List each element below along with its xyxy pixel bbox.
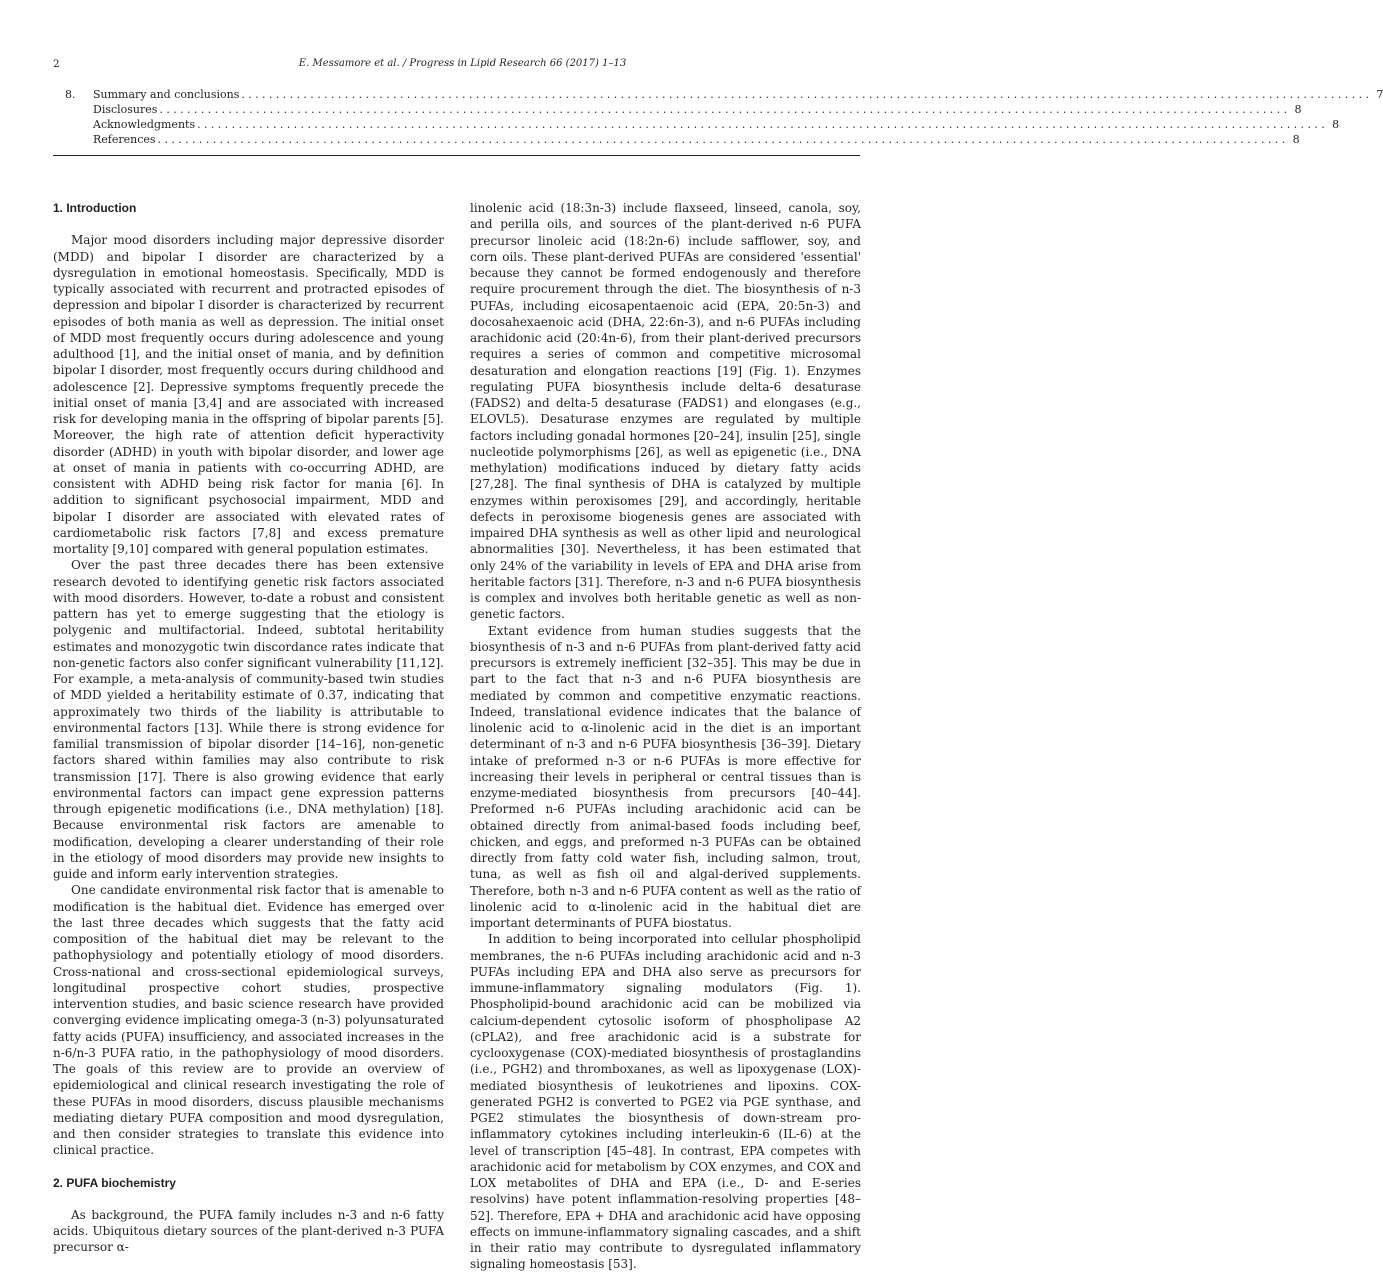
toc-entry[interactable]: [53, 88, 1383, 103]
page-number: 2: [53, 58, 60, 70]
paragraph: Extant evidence from human studies suggests that the biosynthesis of n-3 and n-6 PUFAs from plant-derived fatty acid precursors is extremely inefficient [32–35]. This may be due in part to the fact that n-3 and n-6 PUFA biosynthesis are mediated by common and competitive enzymatic reactions. Indeed, translational evidence indicates that the balance of linolenic acid to α-linolenic acid in the diet is an important determinant of n-3 and n-6 PUFA biosynthesis [36–39]. Dietary intake of preformed n-3 or n-6 PUFAs is more effective for increasing their levels in peripheral or central tissues than is enzyme-mediated biosynthesis from precursors [40–44]. Preformed n-6 PUFAs including arachidonic acid can be obtained directly from animal-based foods including beef, chicken, and eggs, and preformed n-3 PUFAs can be obtained directly from fatty cold water fish, including salmon, trout, tuna, as well as fish oil and algal-derived supplements. Therefore, both n-3 and n-6 PUFA content as well as the ratio of linolenic acid to α-linolenic acid in the habitual diet are important determinants of PUFA biostatus.: [470, 623, 861, 930]
toc-entry-page: 7: [1376, 88, 1383, 101]
table-of-contents: [53, 88, 1383, 148]
paragraph: One candidate environmental risk factor that is amenable to modification is the habitual diet. Evidence has emerged over the last three decades which suggests that the fatty acid composition of the habitual diet may be relevant to the pathophysiology and potentially etiology of mood disorders. Cross-national and cross-sectional epidemiological surveys, longitudinal prospective cohort studies, prospective intervention studies, and basic science research have provided converging evidence implicating omega-3 (n-3) polyunsaturated fatty acids (PUFA) insufficiency, and associated increases in the n-6/n-3 PUFA ratio, in the pathophysiology of mood disorders. The goals of this review are to provide an overview of epidemiological and clinical research investigating the role of these PUFAs in mood disorders, discuss plausible mechanisms mediating dietary PUFA composition and mood dysregulation, and then consider strategies to translate this evidence into clinical practice.: [53, 883, 444, 1158]
paragraph: Over the past three decades there has been extensive research devoted to identifying genetic risk factors associated with mood disorders. However, to-date a robust and consistent pattern has yet to emerge suggesting that the etiology is polygenic and multifactorial. Indeed, subtotal heritability estimates and monozygotic twin discordance rates indicate that non-genetic factors also confer significant vulnerability [11,12]. For example, a meta-analysis of community-based twin studies of MDD yielded a heritability estimate of 0.37, indicating that approximately two thirds of the liability is attributable to environmental factors [13]. While there is strong evidence for familial transmission of bipolar disorder [14–16], non-genetic factors shared within families may also contribute to risk transmission [17]. There is also growing evidence that early environmental factors can impact gene expression patterns through epigenetic modifications (i.e., DNA methylation) [18]. Because environmental risk factors are amenable to modification, developing a clearer understanding of their role in the etiology of mood disorders may provide new insights to guide and inform early intervention strategies.: [53, 558, 444, 881]
toc-entry[interactable]: [53, 133, 1300, 148]
toc-leader-dots: ....................................................................................................................................................................: [159, 103, 1291, 116]
toc-entry[interactable]: [53, 103, 1302, 118]
section-heading-introduction: 1. Introduction: [53, 201, 137, 215]
toc-entry-number: 8.: [65, 88, 76, 101]
toc-entry-page: 8: [1294, 103, 1302, 116]
left-column: [53, 200, 444, 1256]
running-head: E. Messamore et al. / Progress in Lipid Research 66 (2017) 1–13: [298, 58, 627, 69]
paragraph: In addition to being incorporated into cellular phospholipid membranes, the n-6 PUFAs including arachidonic acid and n-3 PUFAs including EPA and DHA also serve as precursors for immune-inflammatory signaling modulators (Fig. 1). Phospholipid-bound arachidonic acid can be mobilized via calcium-dependent cytosolic isoform of phospholipase A2 (cPLA2), and free arachidonic acid is a substrate for cyclooxygenase (COX)-mediated biosynthesis of prostaglandins (i.e., PGH2) and thromboxanes, as well as lipoxygenase (LOX)-mediated biosynthesis of leukotrienes and lipoxins. COX-generated PGH2 is converted to PGE2 via PGE synthase, and PGE2 stimulates the biosynthesis of down-stream pro-inflammatory cytokines including interleukin-6 (IL-6) at the level of transcription [45–48]. In contrast, EPA competes with arachidonic acid for metabolism by COX enzymes, and COX and LOX metabolites of DHA and EPA (i.e., D- and E-series resolvins) have potent inflammation-resolving properties [48–52]. Therefore, EPA + DHA and arachidonic acid have opposing effects on immune-inflammatory signaling cascades, and a shift in their ratio may contribute to dysregulated inflammatory signaling homeostasis [53].: [470, 932, 861, 1272]
toc-leader-dots: ....................................................................................................................................................................: [197, 118, 1329, 131]
paragraph: As background, the PUFA family includes n-3 and n-6 fatty acids. Ubiquitous dietary sources of the plant-derived n-3 PUFA precursor α-: [53, 1207, 444, 1255]
section-heading-pufa-biochemistry: 2. PUFA biochemistry: [53, 1175, 176, 1190]
toc-leader-dots: ....................................................................................................................................................................: [241, 88, 1373, 101]
toc-entry-page: 8: [1332, 118, 1340, 131]
toc-divider: [53, 155, 860, 156]
toc-leader-dots: ....................................................................................................................................................................: [157, 133, 1289, 146]
paragraph: Major mood disorders including major depressive disorder (MDD) and bipolar I disorder are characterized by a dysregulation in emotional homeostasis. Specifically, MDD is typically associated with recurrent and protracted episodes of depression and bipolar I disorder is characterized by recurrent episodes of both mania as well as depression. The initial onset of MDD most frequently occurs during adolescence and young adulthood [1], and the initial onset of mania, and by definition bipolar I disorder, most frequently occurs during childhood and adolescence [2]. Depressive symptoms frequently precede the initial onset of mania [3,4] and are associated with increased risk for developing mania in the offspring of bipolar parents [5]. Moreover, the high rate of attention deficit hyperactivity disorder (ADHD) in youth with bipolar disorder, and lower age at onset of mania in patients with co-occurring ADHD, are consistent with ADHD being risk factor for mania [6]. In addition to significant psychosocial impairment, MDD and bipolar I disorder are associated with elevated rates of cardiometabolic risk factors [7,8] and excess premature mortality [9,10] compared with general population estimates.: [53, 233, 444, 556]
toc-entry[interactable]: [53, 118, 1340, 133]
toc-entry-label: Disclosures: [93, 103, 158, 116]
paragraph: linolenic acid (18:3n-3) include flaxseed, linseed, canola, soy, and perilla oils, and sources of the plant-derived n-6 PUFA precursor linoleic acid (18:2n-6) include safflower, soy, and corn oils. These plant-derived PUFAs are considered 'essential' because they cannot be formed endogenously and therefore require procurement through the diet. The biosynthesis of n-3 PUFAs, including eicosapentaenoic acid (EPA, 20:5n-3) and docosahexaenoic acid (DHA, 22:6n-3), and n-6 PUFAs including arachidonic acid (20:4n-6), from their plant-derived precursors requires a series of common and competitive microsomal desaturation and elongation reactions [19] (Fig. 1). Enzymes regulating PUFA biosynthesis include delta-6 desaturase (FADS2) and delta-5 desaturase (FADS1) and elongases (e.g., ELOVL5). Desaturase enzymes are regulated by multiple factors including gonadal hormones [20–24], insulin [25], single nucleotide polymorphisms [26], as well as epigenetic (i.e., DNA methylation) modifications induced by dietary fatty acids [27,28]. The final synthesis of DHA is catalyzed by multiple enzymes within peroxisomes [29], and accordingly, heritable defects in peroxisome biogenesis genes are associated with impaired DHA synthesis as well as other lipid and neurological abnormalities [30]. Nevertheless, it has been estimated that only 24% of the variability in levels of EPA and DHA arise from heritable factors [31]. Therefore, n-3 and n-6 PUFA biosynthesis is complex and involves both heritable genetic as well as non-genetic factors.: [470, 201, 861, 622]
toc-entry-page: 8: [1292, 133, 1300, 146]
toc-entry-label: References: [93, 133, 156, 146]
right-column: [470, 200, 861, 1273]
toc-entry-label: 8. Summary and conclusions: [53, 88, 241, 101]
toc-entry-label: Acknowledgments: [93, 118, 196, 131]
